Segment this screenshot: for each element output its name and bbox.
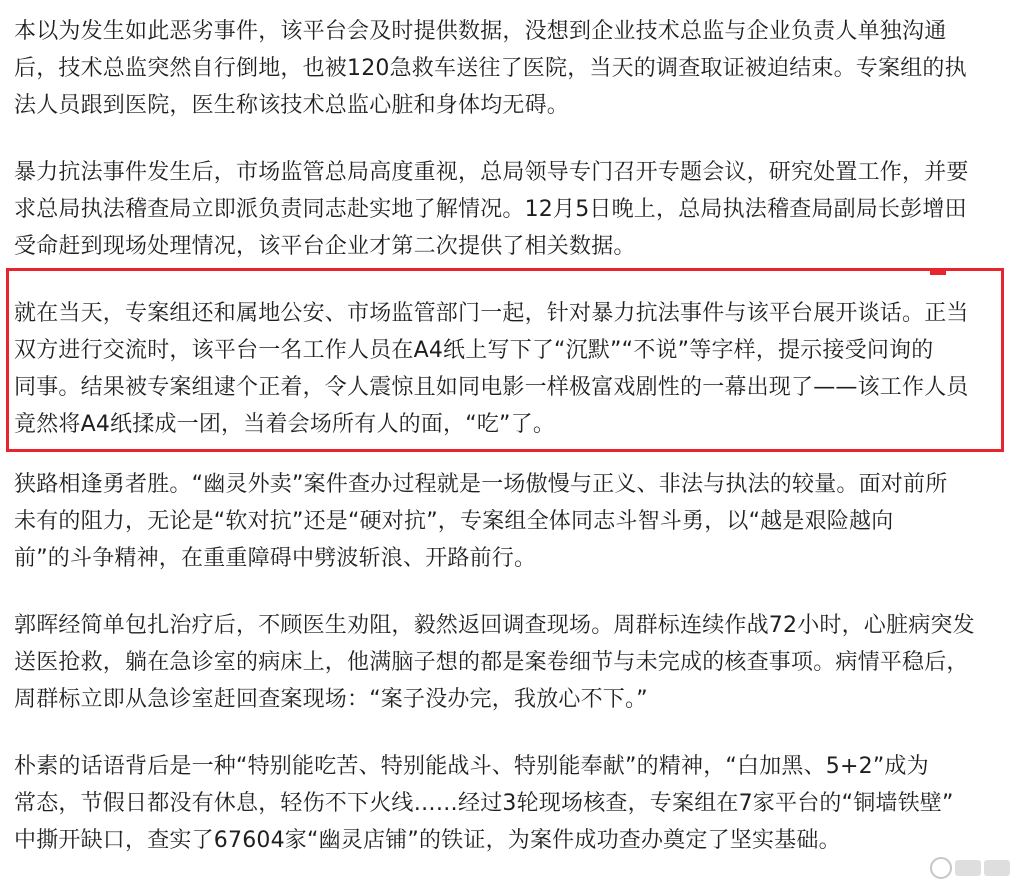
watermark bbox=[930, 857, 1010, 879]
text-line: 未有的阻力，无论是“软对抗”还是“硬对抗”，专案组全体同志斗智斗勇，以“越是艰险越向 bbox=[14, 509, 894, 534]
text-line: 送医抢救，躺在急诊室的病床上，他满脑子想的都是案卷细节与未完成的核查事项。病情平稳后， bbox=[14, 650, 969, 675]
text-line: 前”的斗争精神，在重重障碍中劈波斩浪、开路前行。 bbox=[14, 546, 537, 571]
text-line: 竟然将A4纸揉成一团，当着会场所有人的面，“吃”了。 bbox=[14, 412, 556, 437]
watermark-mark bbox=[955, 860, 981, 876]
text-line: 郭晖经简单包扎治疗后，不顾医生劝阻，毅然返回调查现场。周群标连续作战72小时，心脏病突发 bbox=[14, 613, 975, 638]
text-line: 受命赶到现场处理情况，该平台企业才第二次提供了相关数据。 bbox=[14, 234, 636, 259]
watermark-logo-icon bbox=[930, 857, 952, 879]
text-line: 双方进行交流时，该平台一名工作人员在A4纸上写下了“沉默”“不说”等字样，提示接受问询的 bbox=[14, 338, 934, 363]
text-line: 暴力抗法事件发生后，市场监管总局高度重视，总局领导专门召开专题会议，研究处置工作，并要 bbox=[14, 160, 969, 185]
text-line: 后，技术总监突然自行倒地，也被120急救车送往了医院，当天的调查取证被迫结束。专案组的执 bbox=[14, 56, 967, 81]
paragraph-3-highlighted bbox=[14, 295, 1004, 443]
highlight-corner-marker bbox=[930, 270, 946, 275]
paragraph-5 bbox=[14, 607, 1004, 718]
text-line: 常态，节假日都没有休息，轻伤不下火线……经过3轮现场核查，专案组在7家平台的“铜墙铁壁” bbox=[14, 791, 954, 816]
text-line: 朴素的话语背后是一种“特别能吃苦、特别能战斗、特别能奉献”的精神，“白加黑、5+2”成为 bbox=[14, 754, 929, 779]
text-line: 同事。结果被专案组逮个正着，令人震惊且如同电影一样极富戏剧性的一幕出现了——该工作人员 bbox=[14, 375, 969, 400]
paragraph-6 bbox=[14, 748, 1004, 859]
paragraph-4 bbox=[14, 466, 1004, 577]
text-line: 就在当天，专案组还和属地公安、市场监管部门一起，针对暴力抗法事件与该平台展开谈话。正当 bbox=[14, 301, 969, 326]
text-line: 中撕开缺口，查实了67604家“幽灵店铺”的铁证，为案件成功查办奠定了坚实基础。 bbox=[14, 828, 841, 853]
paragraph-1 bbox=[14, 13, 1004, 124]
paragraph-2 bbox=[14, 154, 1004, 265]
text-line: 周群标立即从急诊室赶回查案现场：“案子没办完，我放心不下。” bbox=[14, 687, 648, 712]
text-line: 求总局执法稽查局立即派负责同志赴实地了解情况。12月5日晚上，总局执法稽查局副局长彭增田 bbox=[14, 197, 967, 222]
text-line: 狭路相逢勇者胜。“幽灵外卖”案件查办过程就是一场傲慢与正义、非法与执法的较量。面对前所 bbox=[14, 472, 948, 497]
watermark-mark bbox=[984, 860, 1010, 876]
text-line: 本以为发生如此恶劣事件，该平台会及时提供数据，没想到企业技术总监与企业负责人单独沟通 bbox=[14, 19, 947, 44]
text-line: 法人员跟到医院，医生称该技术总监心脏和身体均无碍。 bbox=[14, 93, 570, 118]
